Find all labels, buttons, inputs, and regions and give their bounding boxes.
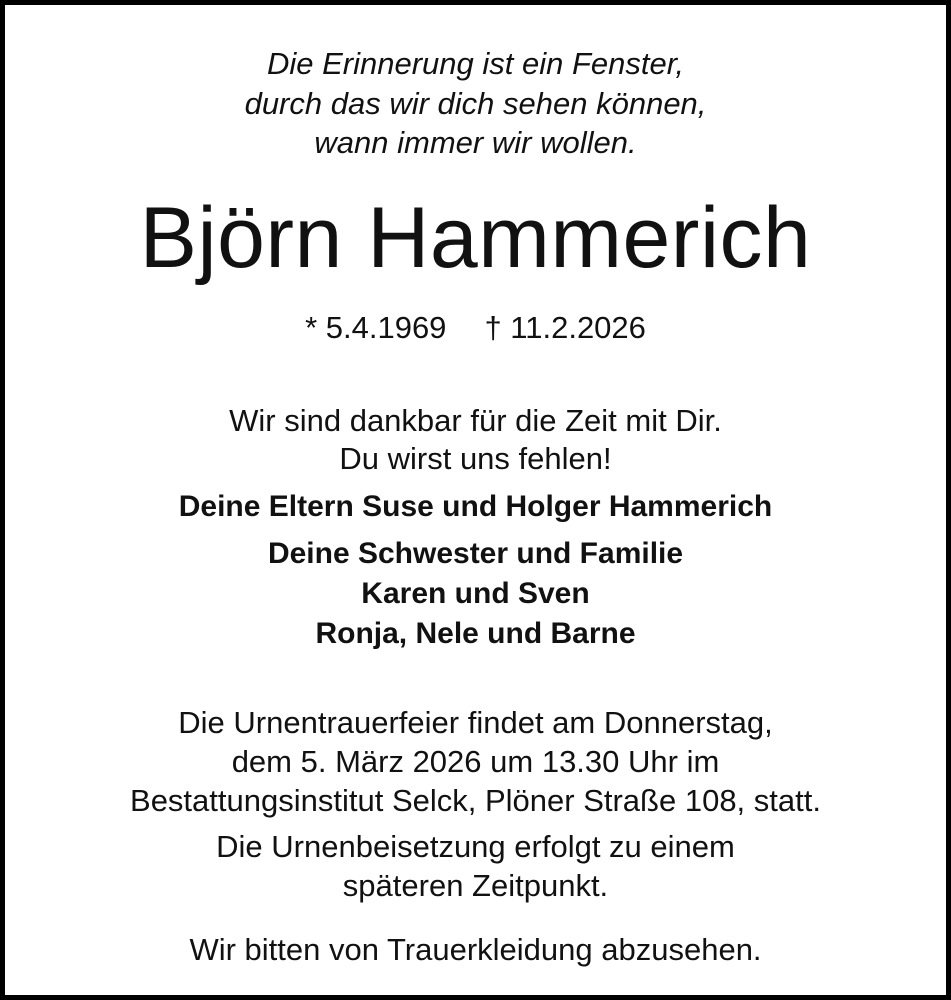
attire-request: Wir bitten von Trauerkleidung abzusehen. [189,932,762,967]
burial-line-1: Die Urnenbeisetzung erfolgt zu einem [216,829,735,864]
ceremony-line-3: Bestattungsinstitut Selck, Plöner Straße 108, statt. [130,783,821,818]
death-date: † 11.2.2026 [484,310,646,345]
ceremony-line-1: Die Urnentrauerfeier findet am Donnerstag, [178,705,773,740]
quote-line-2: durch das wir dich sehen können, [244,86,707,121]
family-sister: Deine Schwester und Familie [267,537,684,570]
family-children-names: Ronja, Nele und Barne [315,617,636,650]
quote-line-3: wann immer wir wollen. [314,125,637,160]
thanks-line-2: Du wirst uns fehlen! [339,441,612,476]
deceased-name: Björn Hammerich [139,190,812,286]
quote-line-1: Die Erinnerung ist ein Fenster, [267,46,684,81]
ceremony-line-2: dem 5. März 2026 um 13.30 Uhr im [231,744,720,779]
birth-date: * 5.4.1969 [305,310,447,345]
family-sister-names: Karen und Sven [361,577,590,610]
life-dates [5,312,946,343]
family-parents: Deine Eltern Suse und Holger Hammerich [178,490,773,523]
thanks-line-1: Wir sind dankbar für die Zeit mit Dir. [229,403,722,438]
burial-line-2: späteren Zeitpunkt. [342,868,609,903]
